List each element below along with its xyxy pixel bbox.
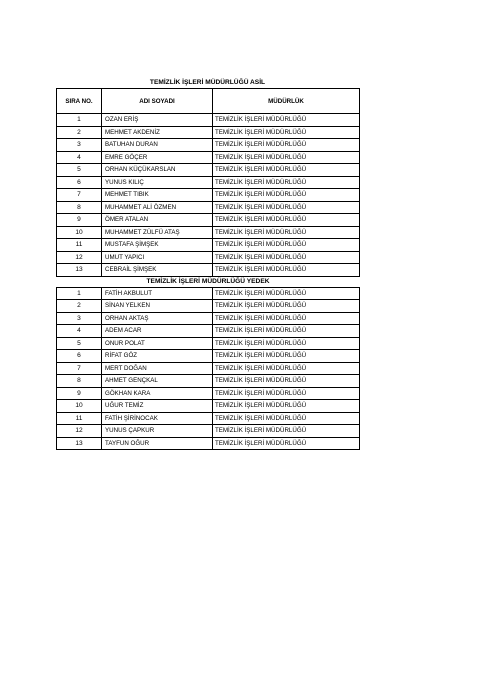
- yedek-title: TEMİZLİK İŞLERİ MÜDÜRLÜĞÜ YEDEK: [57, 276, 360, 287]
- name-cell: BATUHAN DURAN: [102, 139, 213, 152]
- name-cell: ÖMER ATALAN: [102, 214, 213, 227]
- name-cell: ORHAN AKTAŞ: [102, 312, 213, 325]
- mudurluk-cell: TEMİZLİK İŞLERİ MÜDÜRLÜĞÜ: [213, 425, 360, 438]
- name-cell: SİNAN YELKEN: [102, 300, 213, 313]
- table-row: [57, 214, 360, 227]
- sira-no-cell: 4: [57, 325, 102, 338]
- mudurluk-cell: TEMİZLİK İŞLERİ MÜDÜRLÜĞÜ: [213, 239, 360, 252]
- mudurluk-cell: TEMİZLİK İŞLERİ MÜDÜRLÜĞÜ: [213, 201, 360, 214]
- table-row: [57, 425, 360, 438]
- sira-no-cell: 11: [57, 239, 102, 252]
- sira-no-cell: 7: [57, 362, 102, 375]
- sira-no-cell: 13: [57, 437, 102, 450]
- name-cell: CEBRAİL ŞİMŞEK: [102, 264, 213, 277]
- sira-no-cell: 12: [57, 425, 102, 438]
- name-cell: UĞUR TEMİZ: [102, 400, 213, 413]
- table-row: [57, 264, 360, 277]
- name-cell: MUHAMMET ZÜLFÜ ATAŞ: [102, 226, 213, 239]
- mudurluk-cell: TEMİZLİK İŞLERİ MÜDÜRLÜĞÜ: [213, 300, 360, 313]
- table-row: [57, 437, 360, 450]
- table-row: [57, 350, 360, 363]
- mudurluk-cell: TEMİZLİK İŞLERİ MÜDÜRLÜĞÜ: [213, 176, 360, 189]
- yedek-title-row-group: [57, 276, 360, 287]
- mudurluk-cell: TEMİZLİK İŞLERİ MÜDÜRLÜĞÜ: [213, 387, 360, 400]
- name-cell: MERT DOĞAN: [102, 362, 213, 375]
- mudurluk-cell: TEMİZLİK İŞLERİ MÜDÜRLÜĞÜ: [213, 312, 360, 325]
- mudurluk-cell: TEMİZLİK İŞLERİ MÜDÜRLÜĞÜ: [213, 151, 360, 164]
- sira-no-cell: 9: [57, 387, 102, 400]
- sira-no-cell: 5: [57, 337, 102, 350]
- sira-no-cell: 13: [57, 264, 102, 277]
- mudurluk-cell: TEMİZLİK İŞLERİ MÜDÜRLÜĞÜ: [213, 325, 360, 338]
- name-cell: MEHMET TIBIK: [102, 189, 213, 202]
- mudurluk-cell: TEMİZLİK İŞLERİ MÜDÜRLÜĞÜ: [213, 412, 360, 425]
- name-cell: GÖKHAN KARA: [102, 387, 213, 400]
- table-row: [57, 189, 360, 202]
- sira-no-cell: 7: [57, 189, 102, 202]
- mudurluk-cell: TEMİZLİK İŞLERİ MÜDÜRLÜĞÜ: [213, 287, 360, 300]
- mudurluk-cell: TEMİZLİK İŞLERİ MÜDÜRLÜĞÜ: [213, 437, 360, 450]
- mudurluk-cell: TEMİZLİK İŞLERİ MÜDÜRLÜĞÜ: [213, 214, 360, 227]
- header-row: [57, 89, 360, 114]
- name-cell: FATİH AKBULUT: [102, 287, 213, 300]
- name-cell: FATİH ŞİRİNOCAK: [102, 412, 213, 425]
- sira-no-cell: 9: [57, 214, 102, 227]
- table-row: [57, 287, 360, 300]
- sira-no-cell: 11: [57, 412, 102, 425]
- sira-no-cell: 6: [57, 350, 102, 363]
- table-row: [57, 176, 360, 189]
- table-row: [57, 139, 360, 152]
- mudurluk-cell: TEMİZLİK İŞLERİ MÜDÜRLÜĞÜ: [213, 264, 360, 277]
- name-cell: EMRE GÖÇER: [102, 151, 213, 164]
- mudurluk-cell: TEMİZLİK İŞLERİ MÜDÜRLÜĞÜ: [213, 114, 360, 127]
- name-cell: UMUT YAPICI: [102, 251, 213, 264]
- mudurluk-cell: TEMİZLİK İŞLERİ MÜDÜRLÜĞÜ: [213, 251, 360, 264]
- asil-table-body: [57, 114, 360, 277]
- name-cell: TAYFUN OĞUR: [102, 437, 213, 450]
- name-cell: MUSTAFA ŞİMŞEK: [102, 239, 213, 252]
- sira-no-cell: 8: [57, 201, 102, 214]
- mudurluk-cell: TEMİZLİK İŞLERİ MÜDÜRLÜĞÜ: [213, 400, 360, 413]
- name-cell: ONUR POLAT: [102, 337, 213, 350]
- table-row: [57, 239, 360, 252]
- header-mudurluk: MÜDÜRLÜK: [213, 89, 360, 114]
- sira-no-cell: 8: [57, 375, 102, 388]
- mudurluk-cell: TEMİZLİK İŞLERİ MÜDÜRLÜĞÜ: [213, 189, 360, 202]
- header-sira-no: SIRA NO.: [57, 89, 102, 114]
- sira-no-cell: 10: [57, 400, 102, 413]
- yedek-table-body: [57, 287, 360, 450]
- personnel-list-sheet: [56, 78, 359, 450]
- sira-no-cell: 1: [57, 114, 102, 127]
- name-cell: YUNUS KILIÇ: [102, 176, 213, 189]
- mudurluk-cell: TEMİZLİK İŞLERİ MÜDÜRLÜĞÜ: [213, 362, 360, 375]
- asil-title: TEMİZLİK İŞLERİ MÜDÜRLÜĞÜ ASİL: [149, 79, 266, 86]
- mudurluk-cell: TEMİZLİK İŞLERİ MÜDÜRLÜĞÜ: [213, 226, 360, 239]
- sira-no-cell: 6: [57, 176, 102, 189]
- table-row: [57, 387, 360, 400]
- mudurluk-cell: TEMİZLİK İŞLERİ MÜDÜRLÜĞÜ: [213, 375, 360, 388]
- table-row: [57, 251, 360, 264]
- sira-no-cell: 10: [57, 226, 102, 239]
- asil-table: [56, 88, 360, 450]
- sira-no-cell: 1: [57, 287, 102, 300]
- table-row: [57, 300, 360, 313]
- table-row: [57, 337, 360, 350]
- name-cell: RİFAT GÖZ: [102, 350, 213, 363]
- table-row: [57, 126, 360, 139]
- name-cell: YUNUS ÇAPKUR: [102, 425, 213, 438]
- mudurluk-cell: TEMİZLİK İŞLERİ MÜDÜRLÜĞÜ: [213, 164, 360, 177]
- sira-no-cell: 2: [57, 300, 102, 313]
- sira-no-cell: 12: [57, 251, 102, 264]
- header-adi-soyadi: ADI SOYADI: [102, 89, 213, 114]
- mudurluk-cell: TEMİZLİK İŞLERİ MÜDÜRLÜĞÜ: [213, 337, 360, 350]
- table-row: [57, 362, 360, 375]
- table-row: [57, 400, 360, 413]
- name-cell: ORHAN KÜÇÜKARSLAN: [102, 164, 213, 177]
- name-cell: MUHAMMET ALİ ÖZMEN: [102, 201, 213, 214]
- sira-no-cell: 3: [57, 312, 102, 325]
- table-row: [57, 325, 360, 338]
- sira-no-cell: 4: [57, 151, 102, 164]
- table-row: [57, 201, 360, 214]
- table-row: [57, 151, 360, 164]
- name-cell: ADEM ACAR: [102, 325, 213, 338]
- table-row: [57, 226, 360, 239]
- mudurluk-cell: TEMİZLİK İŞLERİ MÜDÜRLÜĞÜ: [213, 350, 360, 363]
- table-row: [57, 375, 360, 388]
- name-cell: MEHMET AKDENİZ: [102, 126, 213, 139]
- table-row: [57, 114, 360, 127]
- table-row: [57, 412, 360, 425]
- sira-no-cell: 5: [57, 164, 102, 177]
- name-cell: OZAN ERİŞ: [102, 114, 213, 127]
- sira-no-cell: 2: [57, 126, 102, 139]
- mudurluk-cell: TEMİZLİK İŞLERİ MÜDÜRLÜĞÜ: [213, 126, 360, 139]
- sira-no-cell: 3: [57, 139, 102, 152]
- table-row: [57, 312, 360, 325]
- name-cell: AHMET GENÇKAL: [102, 375, 213, 388]
- mudurluk-cell: TEMİZLİK İŞLERİ MÜDÜRLÜĞÜ: [213, 139, 360, 152]
- table-row: [57, 164, 360, 177]
